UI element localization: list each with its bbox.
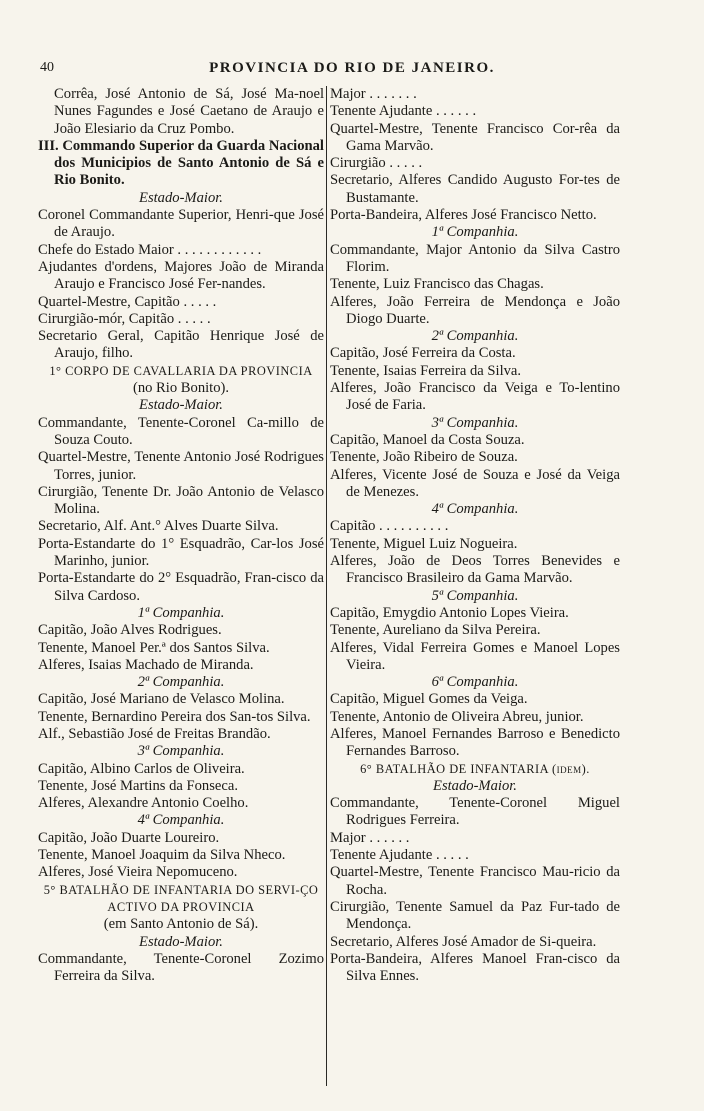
text-line: Quartel-Mestre, Tenente Antonio José Rodrigues Torres, junior. bbox=[38, 449, 324, 483]
text-line: Cirurgião . . . . . bbox=[330, 155, 423, 172]
text-line: Chefe do Estado Maior . . . . . . . . . . . . bbox=[38, 241, 262, 258]
page-header bbox=[30, 60, 674, 82]
text-line: Coronel Commandante Superior, Henri-que José de Araujo. bbox=[38, 207, 324, 241]
page-title: PROVINCIA DO RIO DE JANEIRO. bbox=[209, 60, 495, 76]
text-line: 2ª Companhia. bbox=[431, 328, 519, 345]
text-line: Estado-Maior. bbox=[433, 777, 517, 794]
text-line: Commandante, Tenente-Coronel Miguel Rodrigues Ferreira. bbox=[330, 795, 620, 829]
right-column bbox=[330, 86, 620, 985]
column-divider bbox=[326, 86, 327, 1086]
text-line: Commandante, Tenente-Coronel Zozimo Ferreira da Silva. bbox=[38, 950, 324, 985]
text-line: Alferes, José Vieira Nepomuceno. bbox=[38, 864, 238, 881]
text-line: Secretario, Alferes José Amador de Si-queira. bbox=[330, 933, 597, 950]
text-line: Major . . . . . . . bbox=[330, 86, 417, 102]
text-line: III. Commando Superior da Guarda Nacional dos Municipios de Santo Antonio de Sá e Rio Bonito. bbox=[38, 137, 324, 189]
text-line: 1° CORPO DE CAVALLARIA DA PROVINCIA bbox=[49, 363, 313, 378]
text-line: Cirurgião, Tenente Dr. João Antonio de Velasco Molina. bbox=[38, 483, 324, 518]
text-line: Tenente, Aureliano da Silva Pereira. bbox=[330, 622, 541, 639]
text-line: Alferes, João Ferreira de Mendonça e João Diogo Duarte. bbox=[330, 293, 620, 327]
text-line: 4ª Companhia. bbox=[137, 812, 225, 829]
text-line: Secretario, Alferes Candido Augusto For-tes de Bustamante. bbox=[330, 172, 620, 206]
text-line: Alferes, João Francisco da Veiga e To-lentino José de Faria. bbox=[330, 380, 620, 414]
text-line: Porta-Bandeira, Alferes José Francisco Netto. bbox=[330, 207, 597, 224]
text-line: Quartel-Mestre, Tenente Francisco Cor-rêa da Gama Marvão. bbox=[330, 120, 620, 154]
text-line: Capitão, João Duarte Loureiro. bbox=[38, 829, 220, 846]
page-number: 40 bbox=[40, 60, 54, 75]
text-line: Alferes, Alexandre Antonio Coelho. bbox=[38, 795, 249, 812]
text-line: Capitão, João Alves Rodrigues. bbox=[38, 622, 222, 639]
text-line: Estado-Maior. bbox=[139, 397, 223, 414]
text-line: Porta-Estandarte do 2° Esquadrão, Fran-cisco da Silva Cardoso. bbox=[38, 570, 324, 604]
text-line: Tenente, Miguel Luiz Nogueira. bbox=[330, 535, 518, 552]
text-line: Capitão, Manoel da Costa Souza. bbox=[330, 431, 525, 448]
text-line: Alferes, João de Deos Torres Benevides e Francisco Brasileiro da Gama Marvão. bbox=[330, 553, 620, 587]
text-line: Alferes, Vicente José de Souza e José da Veiga de Menezes. bbox=[330, 466, 620, 500]
text-line: Tenente Ajudante . . . . . bbox=[330, 847, 469, 864]
text-line: Tenente, Manoel Per.ª dos Santos Silva. bbox=[38, 639, 270, 656]
text-line: Porta-Estandarte do 1° Esquadrão, Car-los José Marinho, junior. bbox=[38, 535, 324, 570]
text-line: Ajudantes d'ordens, Majores João de Miranda Araujo e Francisco José Fer-nandes. bbox=[38, 258, 324, 293]
text-line: Cirurgião, Tenente Samuel da Paz Fur-tado de Mendonça. bbox=[330, 898, 620, 933]
text-line: Tenente, Manoel Joaquim da Silva Nheco. bbox=[38, 847, 286, 864]
text-line: Capitão, Miguel Gomes da Veiga. bbox=[330, 691, 528, 708]
text-line: Capitão, Emygdio Antonio Lopes Vieira. bbox=[330, 604, 569, 621]
text-line: Commandante, Tenente-Coronel Ca-millo de Souza Couto. bbox=[38, 414, 324, 448]
text-line: Alferes, Manoel Fernandes Barroso e Benedicto Fernandes Barroso. bbox=[330, 725, 620, 760]
text-line: 1ª Companhia. bbox=[137, 604, 225, 621]
text-line: Quartel-Mestre, Capitão . . . . . bbox=[38, 293, 217, 310]
text-line: 5° BATALHÃO DE INFANTARIA DO SERVI-ÇO ACTIVO DA PROVINCIA bbox=[43, 882, 319, 914]
text-line: Capitão, José Ferreira da Costa. bbox=[330, 345, 516, 362]
text-line: 4ª Companhia. bbox=[431, 501, 519, 518]
text-line: Capitão, José Mariano de Velasco Molina. bbox=[38, 691, 285, 708]
text-line: Alf., Sebastião José de Freitas Brandão. bbox=[38, 725, 271, 742]
text-line: 2ª Companhia. bbox=[137, 674, 225, 691]
text-line: Tenente, José Martins da Fonseca. bbox=[38, 777, 238, 794]
text-line: Alferes, Isaias Machado de Miranda. bbox=[38, 656, 254, 673]
text-line: 5ª Companhia. bbox=[431, 587, 519, 604]
text-line: Secretario, Alf. Ant.° Alves Duarte Silva. bbox=[38, 518, 279, 535]
text-line: Major . . . . . . bbox=[330, 829, 410, 846]
text-line: Estado-Maior. bbox=[139, 189, 223, 206]
text-line: Quartel-Mestre, Tenente Francisco Mau-ricio da Rocha. bbox=[330, 864, 620, 898]
text-line: Estado-Maior. bbox=[139, 933, 223, 950]
text-line: 1ª Companhia. bbox=[431, 224, 519, 241]
text-line: Tenente Ajudante . . . . . . bbox=[330, 103, 477, 120]
text-line: 3ª Companhia. bbox=[431, 414, 519, 431]
text-line: 6° BATALHÃO DE INFANTARIA (idem). bbox=[360, 761, 590, 776]
text-line: Tenente, João Ribeiro de Souza. bbox=[330, 449, 518, 466]
text-line: Tenente, Luiz Francisco das Chagas. bbox=[330, 276, 544, 293]
text-line: Porta-Bandeira, Alferes Manoel Fran-cisco da Silva Ennes. bbox=[330, 950, 620, 985]
text-line: Alferes, Vidal Ferreira Gomes e Manoel Lopes Vieira. bbox=[330, 639, 620, 673]
text-line: Secretario Geral, Capitão Henrique José de Araujo, filho. bbox=[38, 328, 324, 362]
text-line: (em Santo Antonio de Sá). bbox=[103, 916, 259, 933]
text-line: Capitão, Albino Carlos de Oliveira. bbox=[38, 760, 245, 777]
text-line: Corrêa, José Antonio de Sá, José Ma-noel Nunes Fagundes e José Caetano de Araujo e João Elesiario da Cruz Pombo. bbox=[54, 86, 324, 137]
text-line: Commandante, Major Antonio da Silva Castro Florim. bbox=[330, 241, 620, 275]
text-line: Tenente, Isaias Ferreira da Silva. bbox=[330, 362, 522, 379]
text-line: 3ª Companhia. bbox=[137, 743, 225, 760]
text-line: 6ª Companhia. bbox=[431, 674, 519, 691]
text-line: Cirurgião-mór, Capitão . . . . . bbox=[38, 310, 211, 327]
text-line: Tenente, Bernardino Pereira dos San-tos Silva. bbox=[38, 708, 311, 725]
left-column bbox=[38, 86, 324, 985]
text-line: Tenente, Antonio de Oliveira Abreu, junior. bbox=[330, 708, 584, 725]
text-line: Capitão . . . . . . . . . . bbox=[330, 518, 449, 535]
text-line: (no Rio Bonito). bbox=[132, 380, 230, 397]
